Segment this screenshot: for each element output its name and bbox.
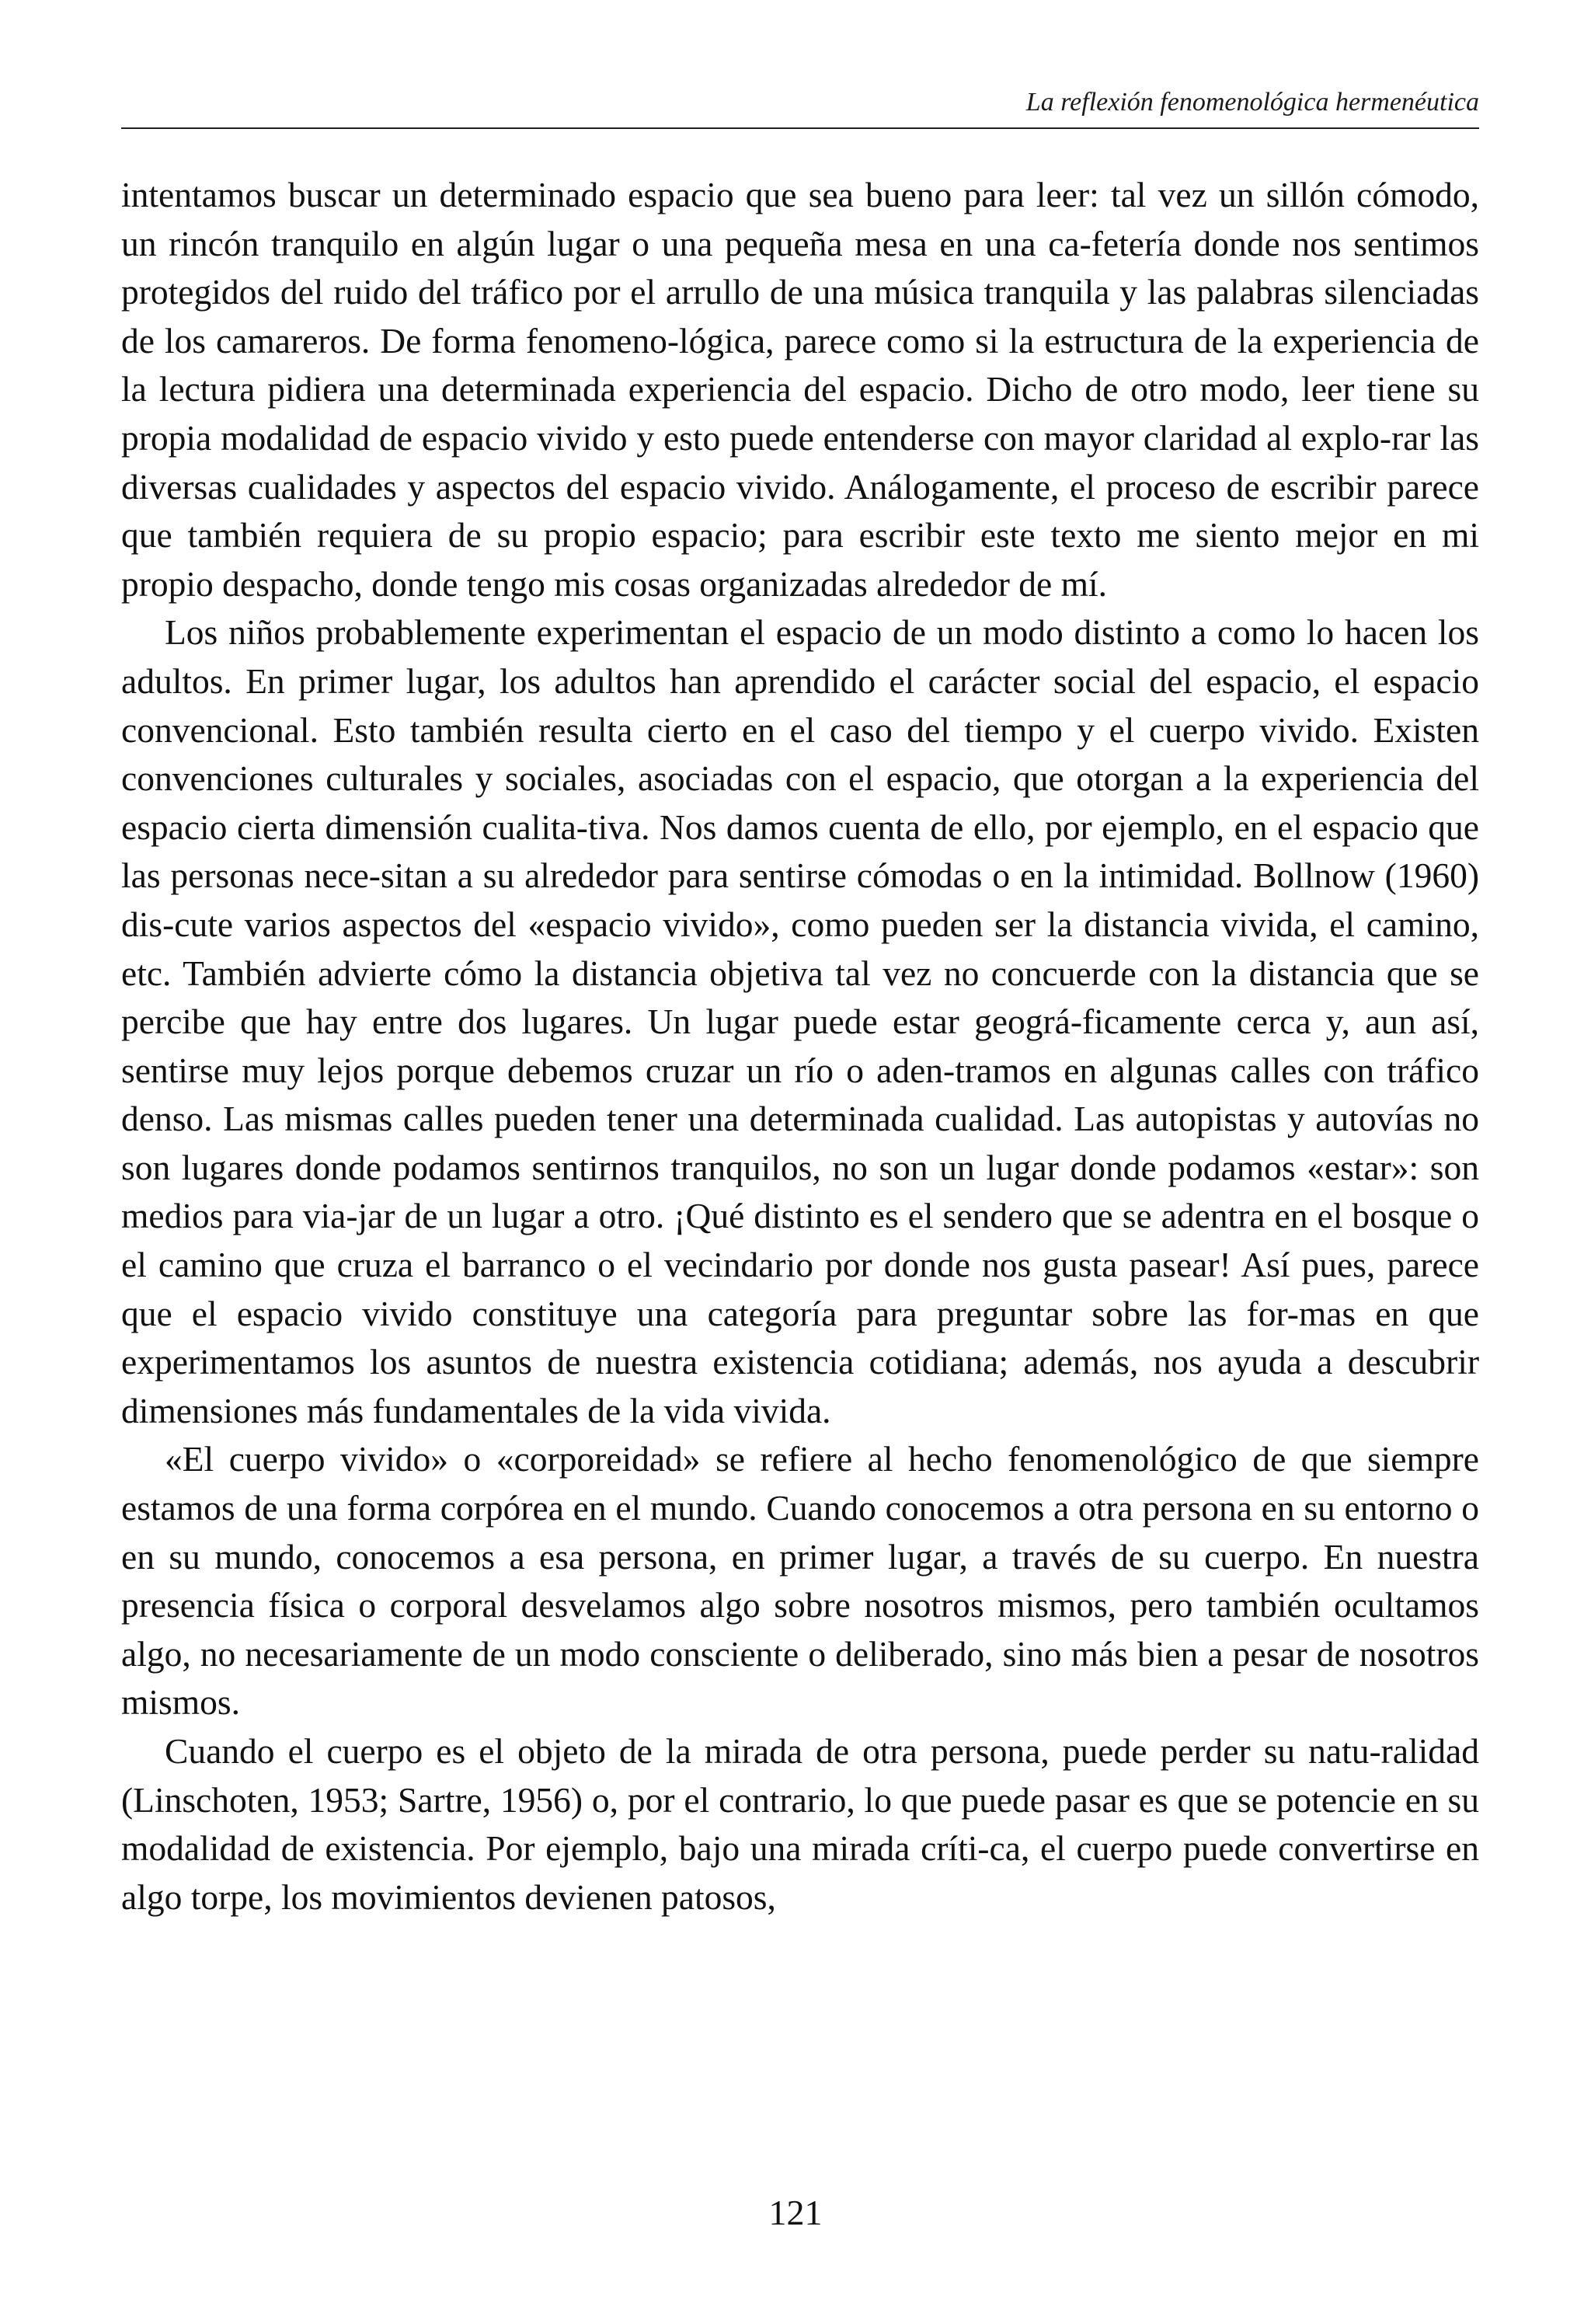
- header-rule: [121, 127, 1479, 129]
- page-number: 121: [768, 2193, 823, 2232]
- paragraph: Los niños probablemente experimentan el espacio de un modo distinto a como lo hacen los adultos. En primer lugar, los adultos han aprendido el carácter social del espacio, el espacio convencional. Esto también resulta cierto en el caso del tiempo y el cuerpo vivido. Existen convenciones culturales y sociales, asociadas con el espacio, que otorgan a la experiencia del espacio cierta dimensión cualita-tiva. Nos damos cuenta de ello, por ejemplo, en el espacio que las personas nece-sitan a su alrededor para sentirse cómodas o en la intimidad. Bollnow (1960) dis-cute varios aspectos del «espacio vivido», como pueden ser la distancia vivida, el camino, etc. También advierte cómo la distancia objetiva tal vez no concuerde con la distancia que se percibe que hay entre dos lugares. Un lugar puede estar geográ-ficamente cerca y, aun así, sentirse muy lejos porque debemos cruzar un río o aden-tramos en algunas calles con tráfico denso. Las mismas calles pueden tener una determinada cualidad. Las autopistas y autovías no son lugares donde podamos sentirnos tranquilos, no son un lugar donde podamos «estar»: son medios para via-jar de un lugar a otro. ¡Qué distinto es el sendero que se adentra en el bosque o el camino que cruza el barranco o el vecindario por donde nos gusta pasear! Así pues, parece que el espacio vivido constituye una categoría para preguntar sobre las for-mas en que experimentamos los asuntos de nuestra existencia cotidiana; además, nos ayuda a descubrir dimensiones más fundamentales de la vida vivida.: [121, 612, 1479, 1430]
- body-text: [121, 171, 1479, 1922]
- paragraph: «El cuerpo vivido» o «corporeidad» se refiere al hecho fenomenológico de que siempre estamos de una forma corpórea en el mundo. Cuando conocemos a otra persona en su entorno o en su mundo, conocemos a esa persona, en primer lugar, a través de su cuerpo. En nuestra presencia física o corporal desvelamos algo sobre nosotros mismos, pero también ocultamos algo, no necesariamente de un modo consciente o deliberado, sino más bien a pesar de nosotros mismos.: [121, 1439, 1479, 1723]
- running-head: La reflexión fenomenológica hermenéutica: [1025, 88, 1479, 117]
- paragraph: Cuando el cuerpo es el objeto de la mirada de otra persona, puede perder su natu-ralidad (Linschoten, 1953; Sartre, 1956) o, por el contrario, lo que puede pasar es que se potencie en su modalidad de existencia. Por ejemplo, bajo una mirada críti-ca, el cuerpo puede convertirse en algo torpe, los movimientos devienen patosos,: [121, 1731, 1479, 1917]
- paragraph-continuation: intentamos buscar un determinado espacio que sea bueno para leer: tal vez un sillón cómodo, un rincón tranquilo en algún lugar o una pequeña mesa en una ca-fetería donde nos sentimos protegidos del ruido del tráfico por el arrullo de una música tranquila y las palabras silenciadas de los camareros. De forma fenomeno-lógica, parece como si la estructura de la experiencia de la lectura pidiera una determinada experiencia del espacio. Dicho de otro modo, leer tiene su propia modalidad de espacio vivido y esto puede entenderse con mayor claridad al explo-rar las diversas cualidades y aspectos del espacio vivido. Análogamente, el proceso de escribir parece que también requiera de su propio espacio; para escribir este texto me siento mejor en mi propio despacho, donde tengo mis cosas organizadas alrededor de mí.: [121, 175, 1479, 604]
